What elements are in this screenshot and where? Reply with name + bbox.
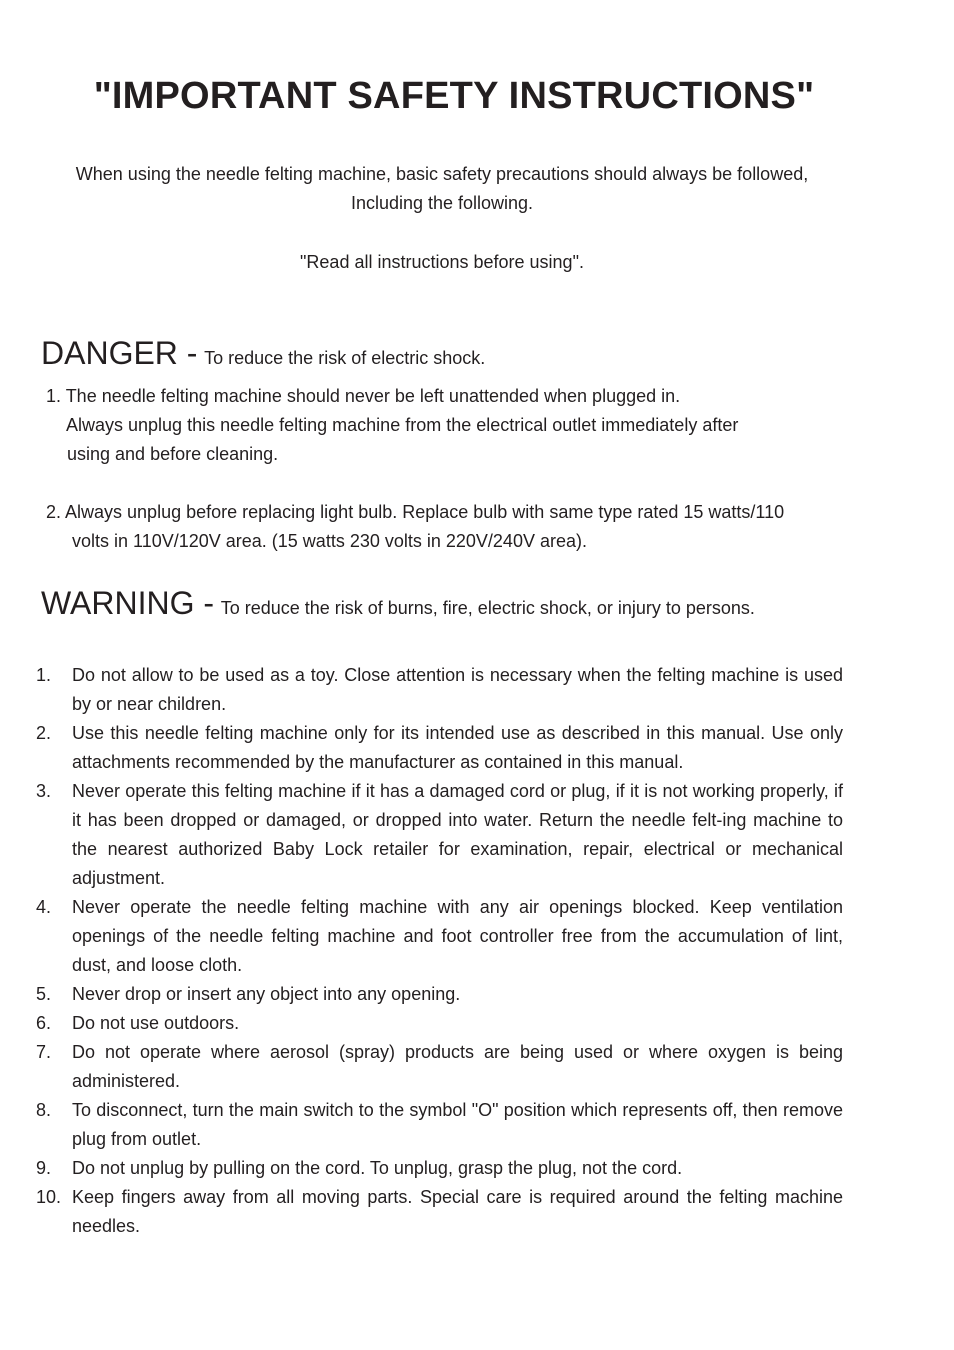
- warning-item: [36, 719, 843, 777]
- warning-item-number: 2.: [36, 723, 52, 743]
- warning-item-number: 7.: [36, 1042, 52, 1062]
- warning-item-text: Never drop or insert any object into any opening.: [72, 984, 461, 1004]
- warning-item-text: Use this needle felting machine only for its intended use as described in this manual. Use only attachments recommended by the manufacturer as contained in this manual.: [72, 723, 843, 772]
- warning-item-text: Do not operate where aerosol (spray) products are being used or where oxygen is being administered.: [72, 1042, 843, 1091]
- warning-item-number: 4.: [36, 897, 52, 917]
- warning-item-text: Keep fingers away from all moving parts. Special care is required around the felting machine needles.: [72, 1187, 843, 1236]
- warning-item: [36, 1096, 843, 1154]
- warning-heading: [41, 583, 755, 628]
- warning-item: [36, 777, 843, 893]
- warning-item: [36, 1183, 843, 1241]
- warning-item: [36, 1154, 843, 1183]
- danger-item-line: Always unplug this needle felting machine from the electrical outlet immediately after: [66, 415, 739, 435]
- danger-item-line: 1. The needle felting machine should never be left unattended when plugged in.: [46, 386, 681, 406]
- page-title: "IMPORTANT SAFETY INSTRUCTIONS": [93, 75, 815, 117]
- warning-item-number: 6.: [36, 1013, 52, 1033]
- intro-read-instructions: "Read all instructions before using".: [300, 252, 584, 272]
- warning-item-number: 1.: [36, 665, 52, 685]
- danger-item-line: volts in 110V/120V area. (15 watts 230 volts in 220V/240V area).: [72, 531, 587, 551]
- warning-item-number: 5.: [36, 984, 52, 1004]
- warning-item-text: Never operate the needle felting machine with any air openings blocked. Keep ventilation openings of the needle felting machine and foot controller free from the accumulation of lint, dust, and loose cloth.: [72, 897, 843, 975]
- danger-item: [46, 498, 846, 556]
- warning-item: [36, 893, 843, 980]
- warning-subheading: To reduce the risk of burns, fire, electric shock, or injury to persons.: [220, 598, 755, 618]
- intro-line-1: When using the needle felting machine, basic safety precautions should always be followed,: [75, 164, 809, 184]
- warning-item-text: To disconnect, turn the main switch to the symbol "O" position which represents off, then remove plug from outlet.: [72, 1100, 843, 1149]
- warning-item-number: 10.: [36, 1187, 62, 1207]
- warning-item-number: 9.: [36, 1158, 52, 1178]
- warning-item: [36, 980, 843, 1009]
- warning-item: [36, 1038, 843, 1096]
- danger-label: DANGER -: [41, 335, 198, 371]
- danger-item-line: 2. Always unplug before replacing light bulb. Replace bulb with same type rated 15 watts/110: [46, 502, 785, 522]
- intro-precautions: [0, 160, 884, 218]
- warning-item-number: 8.: [36, 1100, 52, 1120]
- warning-item-number: 3.: [36, 781, 52, 801]
- warning-label: WARNING -: [41, 585, 215, 621]
- danger-list: [46, 382, 846, 556]
- danger-item-line: using and before cleaning.: [67, 444, 279, 464]
- warning-item-text: Do not use outdoors.: [72, 1013, 240, 1033]
- warning-item: [36, 1009, 843, 1038]
- danger-heading: [41, 333, 485, 378]
- warning-list: [36, 661, 843, 1241]
- danger-subheading: To reduce the risk of electric shock.: [204, 348, 486, 368]
- danger-item: [46, 382, 846, 469]
- warning-item-text: Do not unplug by pulling on the cord. To unplug, grasp the plug, not the cord.: [72, 1158, 683, 1178]
- warning-item-text: Never operate this felting machine if it has a damaged cord or plug, if it is not working properly, if it has been dropped or damaged, or dropped into water. Return the needle felt-ing machine to the nearest authorized Baby Lock retailer for examination, repair, electrical or mechanical adjustment.: [72, 781, 843, 888]
- warning-item: [36, 661, 843, 719]
- intro-line-2: Including the following.: [350, 193, 534, 213]
- warning-item-text: Do not allow to be used as a toy. Close attention is necessary when the felting machine is used by or near children.: [72, 665, 843, 714]
